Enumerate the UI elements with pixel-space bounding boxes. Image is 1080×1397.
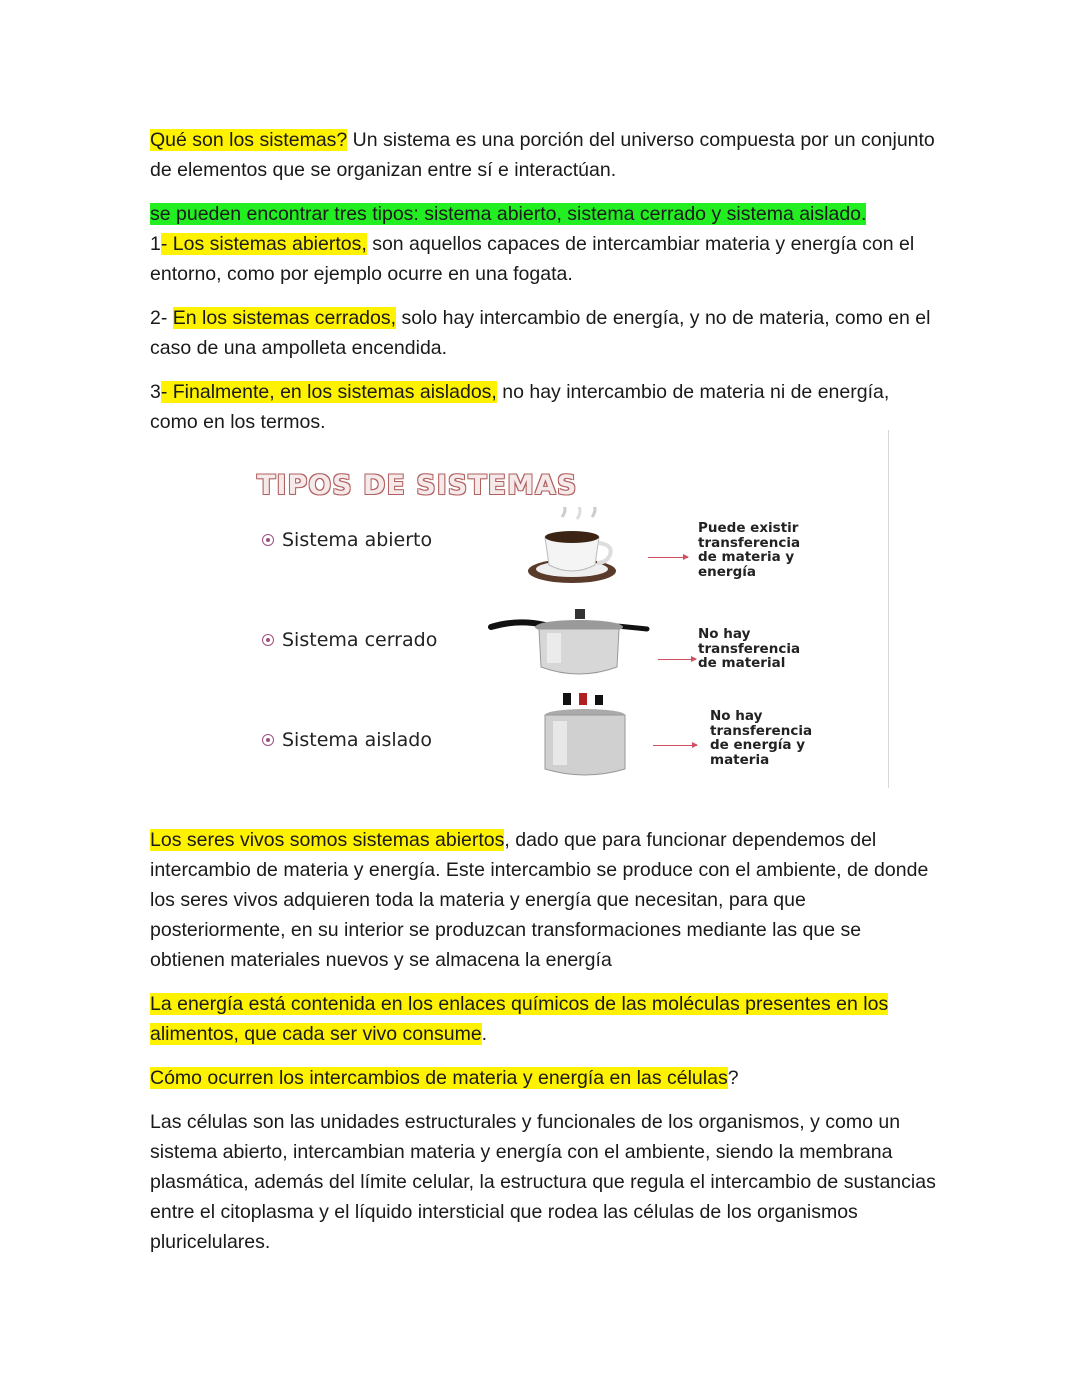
- item-number: 3: [150, 381, 161, 403]
- paragraph-types: [150, 199, 940, 289]
- figure-title: TIPOS DE SISTEMAS: [257, 470, 578, 501]
- highlight-living-beings: Los seres vivos somos sistemas abiertos: [150, 829, 505, 851]
- types-of-systems-figure: [245, 451, 885, 811]
- cells-question-mark: ?: [727, 1067, 739, 1089]
- figure-row-closed: [245, 621, 885, 701]
- isolated-systems-text: no hay intercambio de materia ni de energía, como en los termos.: [150, 381, 890, 433]
- arrow-icon: [648, 557, 688, 558]
- document-page: [150, 125, 940, 1271]
- row-description: No hay transferencia de energía y materia: [710, 708, 813, 768]
- paragraph-living-beings: [150, 825, 940, 975]
- figure-row-open: [245, 521, 885, 601]
- living-beings-text: , dado que para funcionar dependemos del intercambio de materia y energía. Este intercambio se produce con el ambiente, de donde los seres vivos adquieren toda la materia y energía que necesitan, para que posteriormente, en su interior se produzcan transformaciones mediante las que se obtienen materiales nuevos y se almacena la energía: [150, 829, 929, 971]
- paragraph-energy: [150, 989, 940, 1049]
- closed-systems-text: solo hay intercambio de energía, y no de materia, como en el caso de una ampolleta encendida.: [150, 307, 931, 359]
- paragraph-cells-question: [150, 1063, 940, 1093]
- paragraph-closed: [150, 303, 940, 363]
- paragraph-isolated: [150, 377, 940, 437]
- row-description: Puede existir transferencia de materia y energía: [698, 520, 801, 580]
- bullet-icon: [262, 534, 274, 546]
- arrow-icon: [653, 745, 697, 746]
- figure-row-isolated: [245, 708, 885, 801]
- row-label: Sistema aislado: [282, 729, 432, 751]
- pressure-cooker-icon: [487, 609, 652, 681]
- highlight-question: Qué son los sistemas?: [150, 129, 348, 151]
- row-label: Sistema cerrado: [282, 629, 438, 651]
- energy-text: .: [481, 1023, 488, 1045]
- highlight-cells-question: Cómo ocurren los intercambios de materia y energía en las células: [150, 1067, 728, 1089]
- row-description: No hay transferencia de material: [698, 626, 801, 671]
- row-label: Sistema abierto: [282, 529, 433, 551]
- definition-text: Un sistema es una porción del universo compuesta por un conjunto de elementos que se organizan entre sí e interactúan.: [150, 129, 935, 181]
- item-number: 1: [150, 233, 161, 255]
- paragraph-definition: [150, 125, 940, 185]
- highlight-isolated-systems: - Finalmente, en los sistemas aislados,: [160, 381, 497, 403]
- open-systems-text: son aquellos capaces de intercambiar materia y energía con el entorno, como por ejemplo ocurre en una fogata.: [150, 233, 915, 285]
- highlight-closed-systems: En los sistemas cerrados,: [172, 307, 397, 329]
- coffee-cup-icon: [527, 507, 637, 589]
- highlight-energy: La energía está contenida en los enlaces químicos de las moléculas presentes en los alimentos, que cada ser vivo consume: [150, 993, 889, 1045]
- paragraph-cells: Las células son las unidades estructurales y funcionales de los organismos, y como un sistema abierto, intercambian materia y energía con el ambiente, siendo la membrana plasmática, además del límite celular, la estructura que regula el intercambio de sustancias entre el citoplasma y el líquido intersticial que rodea las células de los organismos pluricelulares.: [150, 1111, 936, 1253]
- bullet-icon: [262, 734, 274, 746]
- item-number: 2-: [150, 307, 173, 329]
- divider-line: [888, 430, 889, 788]
- highlight-types: se pueden encontrar tres tipos: sistema abierto, sistema cerrado y sistema aislado.: [150, 203, 867, 225]
- insulated-container-icon: [535, 693, 635, 781]
- bullet-icon: [262, 634, 274, 646]
- arrow-icon: [658, 659, 696, 660]
- highlight-open-systems: - Los sistemas abiertos,: [160, 233, 367, 255]
